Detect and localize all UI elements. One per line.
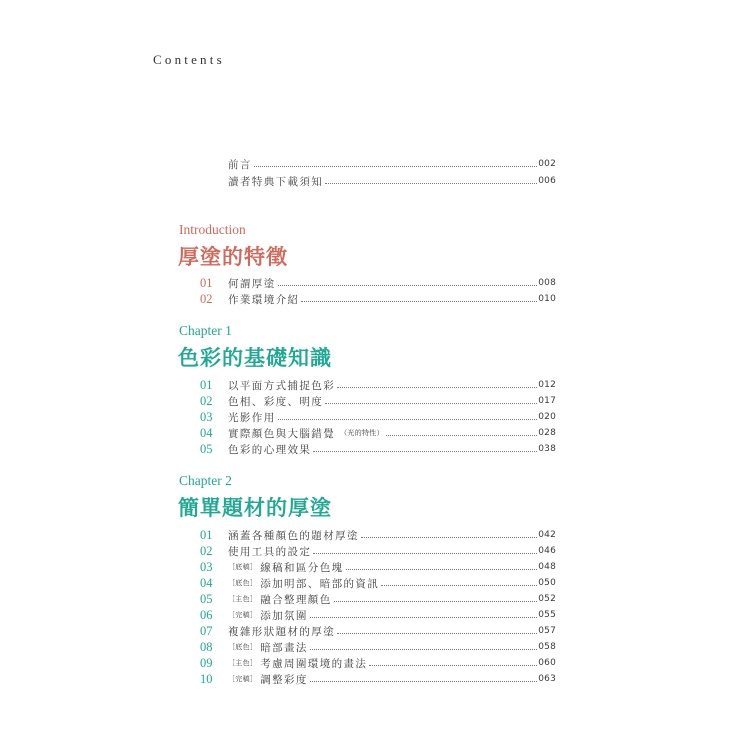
toc-entry-preface[interactable] (228, 156, 556, 172)
entry-label: 前言 (228, 158, 252, 171)
entry-page: 057 (538, 626, 556, 636)
entry-label: 讀者特典下載須知 (228, 175, 324, 188)
entry-page: 017 (538, 396, 556, 406)
dot-leader (361, 537, 537, 538)
entry-number: 07 (200, 623, 213, 638)
entry-number: 10 (200, 671, 213, 686)
dot-leader (334, 601, 538, 602)
entry-page: 060 (538, 658, 556, 668)
toc-entry[interactable] (200, 291, 556, 307)
dot-leader (381, 585, 537, 586)
entry-stage-tag: ［底色］ (228, 579, 258, 587)
toc-entry-download[interactable] (228, 173, 556, 189)
entry-label: 色彩的心理效果 (228, 443, 312, 456)
dot-leader (278, 419, 538, 420)
entry-stage-tag: ［完稿］ (228, 611, 258, 619)
entry-label: 光影作用 (228, 411, 276, 424)
entry-page: 058 (538, 642, 556, 652)
dot-leader (369, 665, 537, 666)
entry-label: 添加氛圍 (260, 609, 308, 622)
entry-page: 010 (538, 294, 556, 304)
entry-number: 03 (200, 409, 213, 424)
toc-entry[interactable] (200, 377, 556, 393)
entry-page: 008 (538, 278, 556, 288)
entry-page: 063 (538, 674, 556, 684)
entry-label: 以平面方式捕捉色彩 (228, 379, 336, 392)
entry-number: 08 (200, 639, 213, 654)
entry-number: 01 (200, 527, 213, 542)
section-introduction-label: Introduction (179, 222, 246, 237)
entry-label: 複雜形狀題材的厚塗 (228, 625, 336, 638)
entry-label: 作業環境介紹 (228, 293, 300, 306)
dot-leader (325, 403, 537, 404)
entry-number: 06 (200, 607, 213, 622)
entry-page: 042 (538, 530, 556, 540)
section-chapter1-title: 色彩的基礎知識 (178, 346, 332, 370)
entry-page: 020 (538, 412, 556, 422)
entry-number: 09 (200, 655, 213, 670)
entry-page: 048 (538, 562, 556, 572)
section-chapter2-label: Chapter 2 (179, 473, 232, 488)
entry-label: 暗部畫法 (260, 641, 308, 654)
toc-entry[interactable] (200, 607, 556, 623)
entry-label: 涵蓋各種顏色的題材厚塗 (228, 529, 359, 542)
section-introduction-title: 厚塗的特徵 (178, 245, 288, 269)
dot-leader (337, 633, 537, 634)
entry-label: 使用工具的設定 (228, 545, 312, 558)
entry-page: 046 (538, 546, 556, 556)
entry-number: 02 (200, 393, 213, 408)
entry-note: （光的特性） (340, 429, 384, 437)
entry-label: 色相、彩度、明度 (228, 395, 324, 408)
entry-number: 05 (200, 441, 213, 456)
toc-entry[interactable] (200, 655, 556, 671)
entry-label: 調整彩度 (260, 673, 308, 686)
dot-leader (337, 387, 537, 388)
toc-entry[interactable] (200, 623, 556, 639)
entry-number: 03 (200, 559, 213, 574)
dot-leader (254, 166, 537, 167)
entry-page: 006 (538, 176, 556, 186)
entry-number: 04 (200, 425, 213, 440)
dot-leader (278, 285, 538, 286)
dot-leader (310, 649, 537, 650)
section-chapter2-title: 簡單題材的厚塗 (178, 496, 332, 520)
dot-leader (325, 183, 537, 184)
entry-label: 線稿和區分色塊 (260, 561, 344, 574)
entry-page: 055 (538, 610, 556, 620)
toc-entry[interactable] (200, 575, 556, 591)
entry-stage-tag: ［底稿］ (228, 563, 258, 571)
toc-entry[interactable] (200, 425, 556, 441)
entry-page: 052 (538, 594, 556, 604)
entry-label: 何謂厚塗 (228, 277, 276, 290)
entry-stage-tag: ［底色］ (228, 643, 258, 651)
entry-stage-tag: ［主色］ (228, 595, 258, 603)
toc-entry[interactable] (200, 441, 556, 457)
entry-page: 028 (538, 428, 556, 438)
dot-leader (313, 553, 537, 554)
entry-stage-tag: ［主色］ (228, 659, 258, 667)
toc-entry[interactable] (200, 559, 556, 575)
toc-entry[interactable] (200, 393, 556, 409)
dot-leader (346, 569, 538, 570)
entry-page: 050 (538, 578, 556, 588)
entry-page: 012 (538, 380, 556, 390)
dot-leader (310, 681, 537, 682)
entry-number: 05 (200, 591, 213, 606)
entry-number: 02 (200, 543, 213, 558)
toc-entry[interactable] (200, 639, 556, 655)
toc-entry[interactable] (200, 409, 556, 425)
entry-page: 038 (538, 444, 556, 454)
section-chapter1-label: Chapter 1 (179, 323, 232, 338)
entry-number: 02 (200, 291, 213, 306)
dot-leader (386, 435, 537, 436)
entry-label: 添加明部、暗部的資訊 (260, 577, 380, 590)
entry-label: 考慮周圍環境的畫法 (260, 657, 368, 670)
entry-number: 01 (200, 275, 213, 290)
entry-label: 融合整理顏色 (260, 593, 332, 606)
toc-entry[interactable] (200, 527, 556, 543)
toc-entry[interactable] (200, 591, 556, 607)
dot-leader (301, 301, 537, 302)
entry-number: 04 (200, 575, 213, 590)
entry-number: 01 (200, 377, 213, 392)
page-title: Contents (153, 52, 225, 67)
entry-stage-tag: ［完稿］ (228, 675, 258, 683)
toc-entry[interactable] (200, 671, 556, 687)
toc-entry[interactable] (200, 543, 556, 559)
entry-page: 002 (538, 159, 556, 169)
dot-leader (313, 451, 537, 452)
dot-leader (310, 617, 537, 618)
toc-entry[interactable] (200, 275, 556, 291)
entry-label: 實際顏色與大腦錯覺 (228, 427, 336, 440)
